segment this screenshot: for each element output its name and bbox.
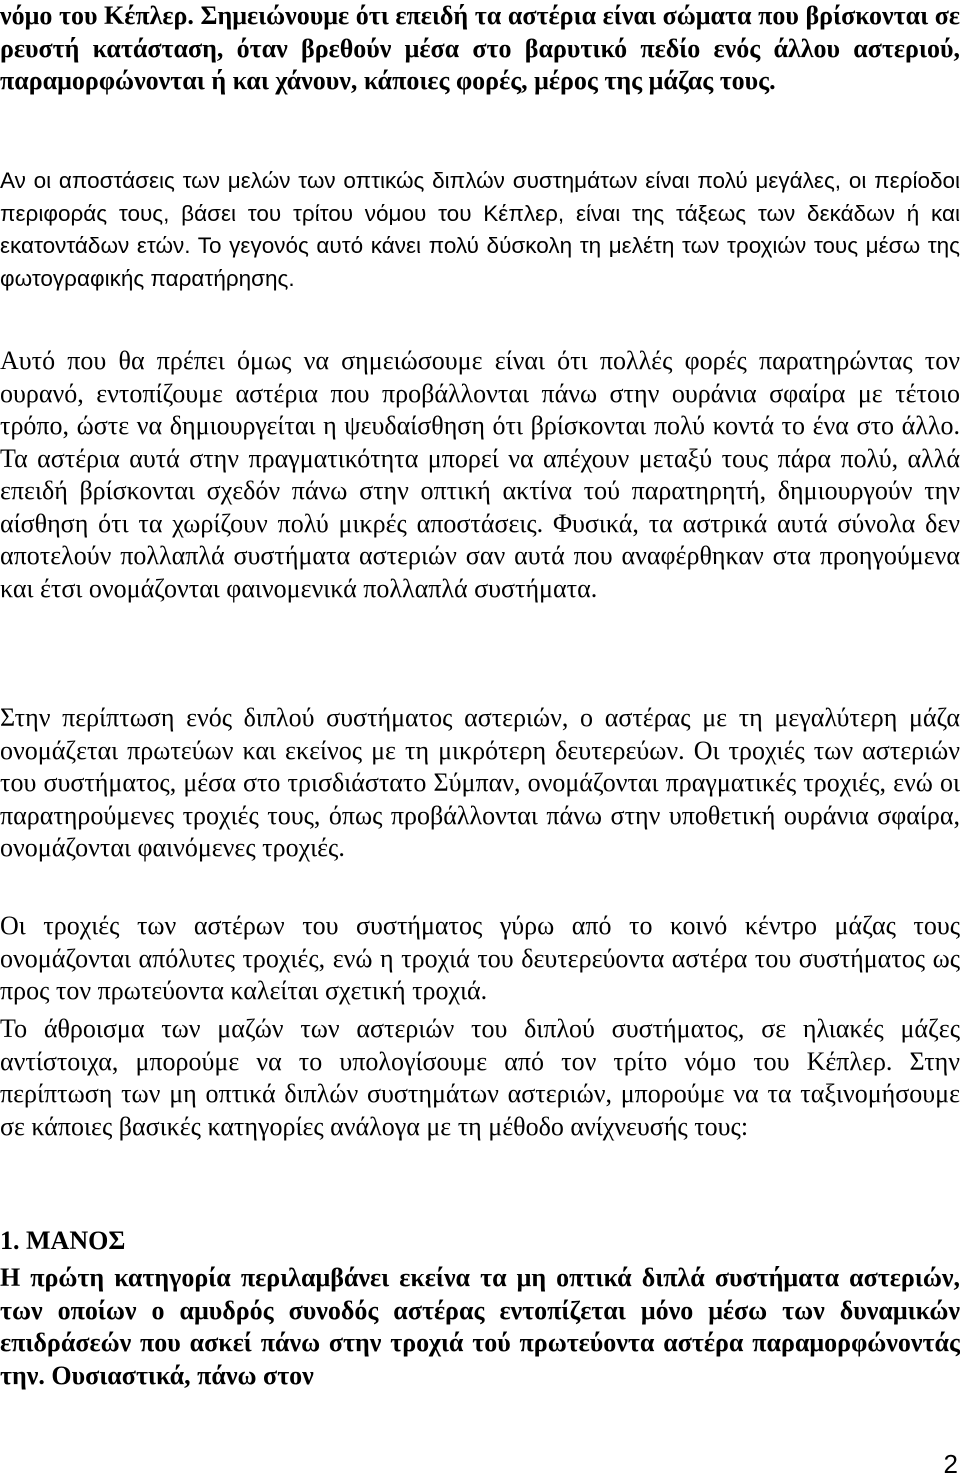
intro-text: νόμο του Κέπλερ. Σημειώνουμε ότι επειδή τα αστέρια είναι σώματα που βρίσκονται σε ρευστή κατάσταση, όταν βρεθούν μέσα στο βαρυτικό πεδίο ενός άλλου αστεριού, παραμορφώνονται ή και χάνουν, κάποιες φορές, μέρος της μάζας τους. bbox=[0, 1, 960, 95]
primary-secondary-text-b: Οι τροχιές των αστεριών του συστήματος, μέσα στο τρισδιάστατο Σύμπαν, ονομάζονται πραγματικές τροχιές, ενώ οι παρατηρούμενες τροχιές τους, όπως προβάλλονται πάνω στην υποθετική ουράνια σφαίρα, ονομάζονται φαινόμενες τροχιές. bbox=[0, 735, 960, 862]
absolute-relative-text: Οι τροχιές των αστέρων του συστήματος γύρω από το κοινό κέντρο μάζας τους ονομάζονται απόλυτες τροχιές, ενώ η τροχιά του δευτερεύοντα αστέρα του συστήματος ως προς τον πρωτεύοντα καλείται σχετική τροχιά. bbox=[0, 911, 960, 1005]
absolute-relative-paragraph bbox=[0, 910, 960, 1008]
mass-sum-text-b: Στην περίπτωση των μη οπτικά διπλών συστημάτων αστεριών, μπορούμε να τα ταξινομήσουμε σε κάποιες βασικές κατηγορίες ανάλογα με τη μέθοδο ανίχνευσής τους: bbox=[0, 1046, 960, 1141]
apparent-systems-paragraph bbox=[0, 345, 960, 605]
section-body-text: Η πρώτη κατηγορία περιλαμβάνει εκείνα τα μη οπτικά διπλά συστήματα αστεριών, των οποίων ο αμυδρός συνοδός αστέρας εντοπίζεται μόνο μέσω των δυναμικών επιδράσεών που ασκεί πάνω στην τροχιά τού πρωτεύοντα αστέρα παραμορφώνοντάς την. Ουσιαστικά, πάνω στον bbox=[0, 1263, 960, 1390]
section-body-paragraph bbox=[0, 1262, 960, 1392]
mass-sum-paragraph bbox=[0, 1013, 960, 1143]
intro-paragraph bbox=[0, 0, 960, 98]
optical-periods-text-a: Αν οι αποστάσεις των μελών των οπτικώς διπλών συστημάτων είναι πολύ μεγάλες, οι περίοδοι περιφοράς τους, βάσει του τρίτου νόμου του Κέπλερ, είναι της τάξεως των δεκάδων ή και εκατοντάδων ετών. bbox=[0, 168, 960, 258]
apparent-text-b: Τα αστέρια αυτά στην πραγματικότητα μπορεί να απέχουν μεταξύ τους πάρα πολύ, αλλά επειδή βρίσκονται σχεδόν πάνω στην οπτική ακτίνα τού παρατηρητή, δημιουργούν την αίσθηση ότι τα χωρίζουν πολύ μικρές αποστάσεις. bbox=[0, 443, 960, 538]
optical-periods-text-b: Το γεγονός αυτό κάνει πολύ δύσκολη τη μελέτη των τροχιών τους μέσω της φωτογραφικής παρατήρησης. bbox=[0, 233, 960, 291]
apparent-text-a: Αυτό που θα πρέπει όμως να σημειώσουμε είναι ότι πολλές φορές παρατηρώντας τον ουρανό, εντοπίζουμε αστέρια που προβάλλονται πάνω στην ουράνια σφαίρα με τέτοιο τρόπο, ώστε να δημιουργείται η ψευδαίσθηση ότι βρίσκονται πολύ κοντά το ένα στο άλλο. bbox=[0, 346, 960, 440]
primary-secondary-text-a: Στην περίπτωση ενός διπλού συστήματος αστεριών, ο αστέρας με τη μεγαλύτερη μάζα ονομάζεται πρωτεύων και εκείνος με τη μικρότερη δευτερεύων. bbox=[0, 703, 960, 765]
section-heading: 1. ΜΑΝΟΣ bbox=[0, 1226, 126, 1255]
apparent-text-c: Φυσικά, τα αστρικά αυτά σύνολα δεν αποτελούν πολλαπλά συστήματα αστεριών σαν αυτά που αναφέρθηκαν στα προηγούμενα και έτσι ονομάζονται φαινομενικά πολλαπλά συστήματα. bbox=[0, 508, 960, 603]
optical-periods-paragraph bbox=[0, 165, 960, 295]
mass-sum-text-a: Το άθροισμα των μαζών των αστεριών του διπλού συστήματος, σε ηλιακές μάζες αντίστοιχα, μπορούμε να το υπολογίσουμε από τον τρίτο νόμο του Κέπλερ. bbox=[0, 1014, 960, 1076]
primary-secondary-paragraph bbox=[0, 702, 960, 865]
page-number: 2 bbox=[943, 1449, 958, 1479]
